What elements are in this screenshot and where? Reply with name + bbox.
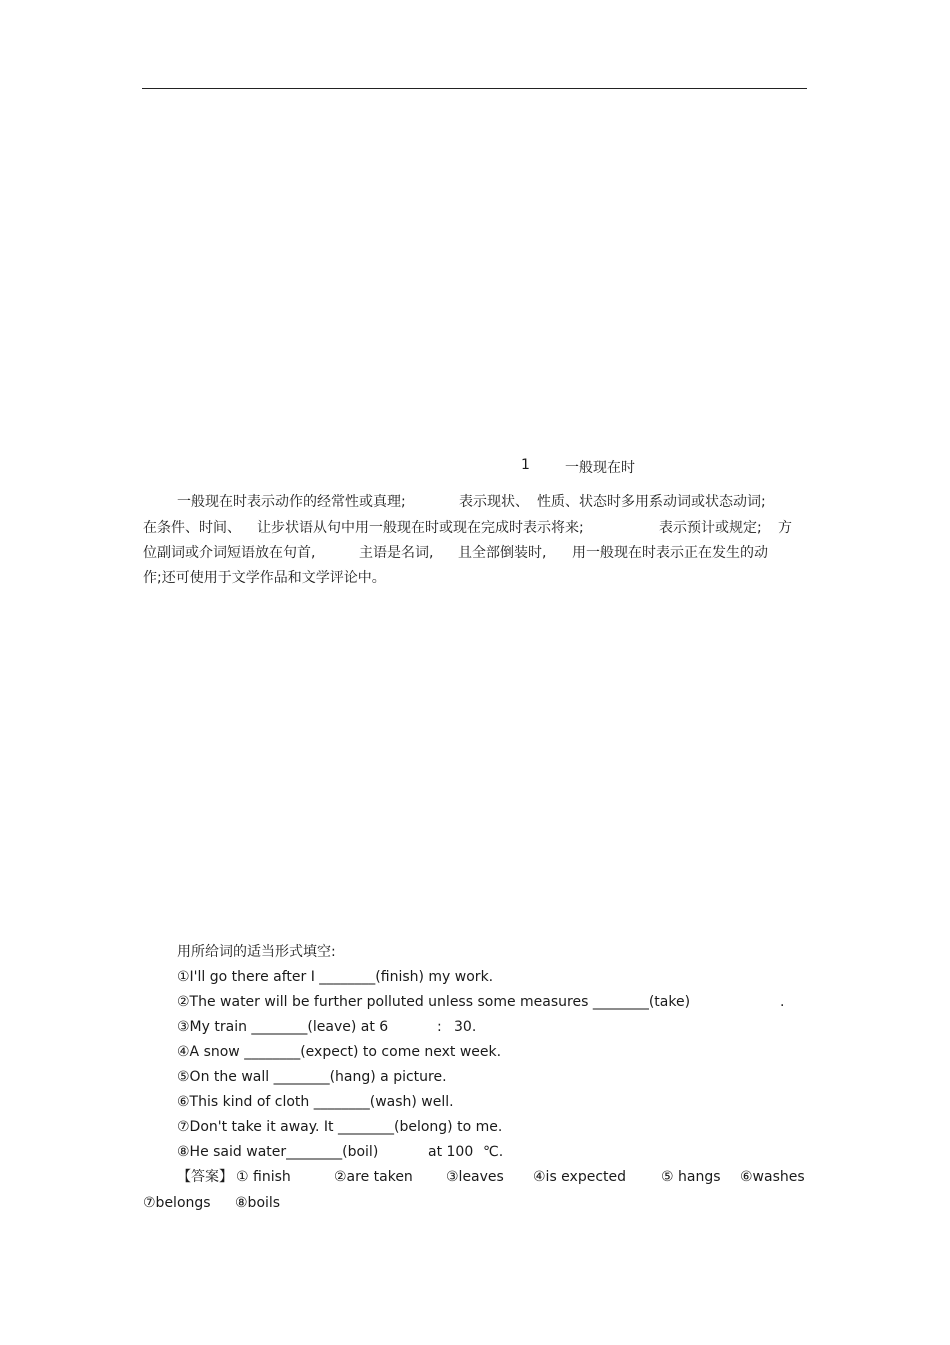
exercise-item-4: ④A snow ________(expect) to come next week. <box>177 1044 502 1060</box>
exercise-item-2-period: . <box>780 994 785 1010</box>
para-line-3a: 位副词或介词短语放在句首, <box>143 545 316 561</box>
answer-4: ④is expected <box>533 1169 627 1185</box>
section-title: 一般现在时 <box>565 460 635 476</box>
answer-1: ① finish <box>236 1169 291 1185</box>
exercise-item-3: ③My train ________(leave) at 6 <box>177 1019 389 1035</box>
para-line-3c: 且全部倒装时, <box>458 545 547 561</box>
answer-3: ③leaves <box>446 1169 504 1185</box>
exercise-item-5: ⑤On the wall ________(hang) a picture. <box>177 1069 447 1085</box>
exercise-item-8-unit: ℃. <box>483 1144 504 1160</box>
para-line-2a: 在条件、时间、 <box>143 520 241 536</box>
exercise-item-3-time: 30. <box>454 1019 477 1035</box>
section-number: 1 <box>521 457 530 473</box>
para-line-1c: 性质、状态时多用系动词或状态动词; <box>537 494 766 510</box>
answer-5: ⑤ hangs <box>661 1169 721 1185</box>
exercise-item-7: ⑦Don't take it away. It ________(belong) to me. <box>177 1119 503 1135</box>
header-rule <box>142 88 807 89</box>
answer-6: ⑥washes <box>740 1169 805 1185</box>
answer-label: 【答案】 <box>177 1169 233 1185</box>
para-line-1a: 一般现在时表示动作的经常性或真理; <box>177 494 406 510</box>
exercise-item-6: ⑥This kind of cloth ________(wash) well. <box>177 1094 454 1110</box>
exercise-item-8-temp: at 100 <box>428 1144 474 1160</box>
exercise-instruction: 用所给词的适当形式填空: <box>177 944 336 960</box>
exercise-item-3-colon: : <box>437 1019 442 1035</box>
para-line-3d: 用一般现在时表示正在发生的动 <box>572 545 768 561</box>
answer-7: ⑦belongs <box>143 1195 211 1211</box>
para-line-3b: 主语是名词, <box>359 545 434 561</box>
answer-2: ②are taken <box>334 1169 413 1185</box>
exercise-item-2: ②The water will be further polluted unless some measures ________(take) <box>177 994 691 1010</box>
para-line-4: 作;还可使用于文学作品和文学评论中。 <box>143 570 386 586</box>
para-line-2b: 让步状语从句中用一般现在时或现在完成时表示将来; <box>257 520 584 536</box>
exercise-item-1: ①I'll go there after I ________(finish) my work. <box>177 969 494 985</box>
para-line-2c: 表示预计或规定; <box>659 520 762 536</box>
exercise-item-8: ⑧He said water________(boil) <box>177 1144 379 1160</box>
answer-8: ⑧boils <box>235 1195 281 1211</box>
para-line-1b: 表示现状、 <box>459 494 529 510</box>
para-line-2d: 方 <box>778 520 792 536</box>
